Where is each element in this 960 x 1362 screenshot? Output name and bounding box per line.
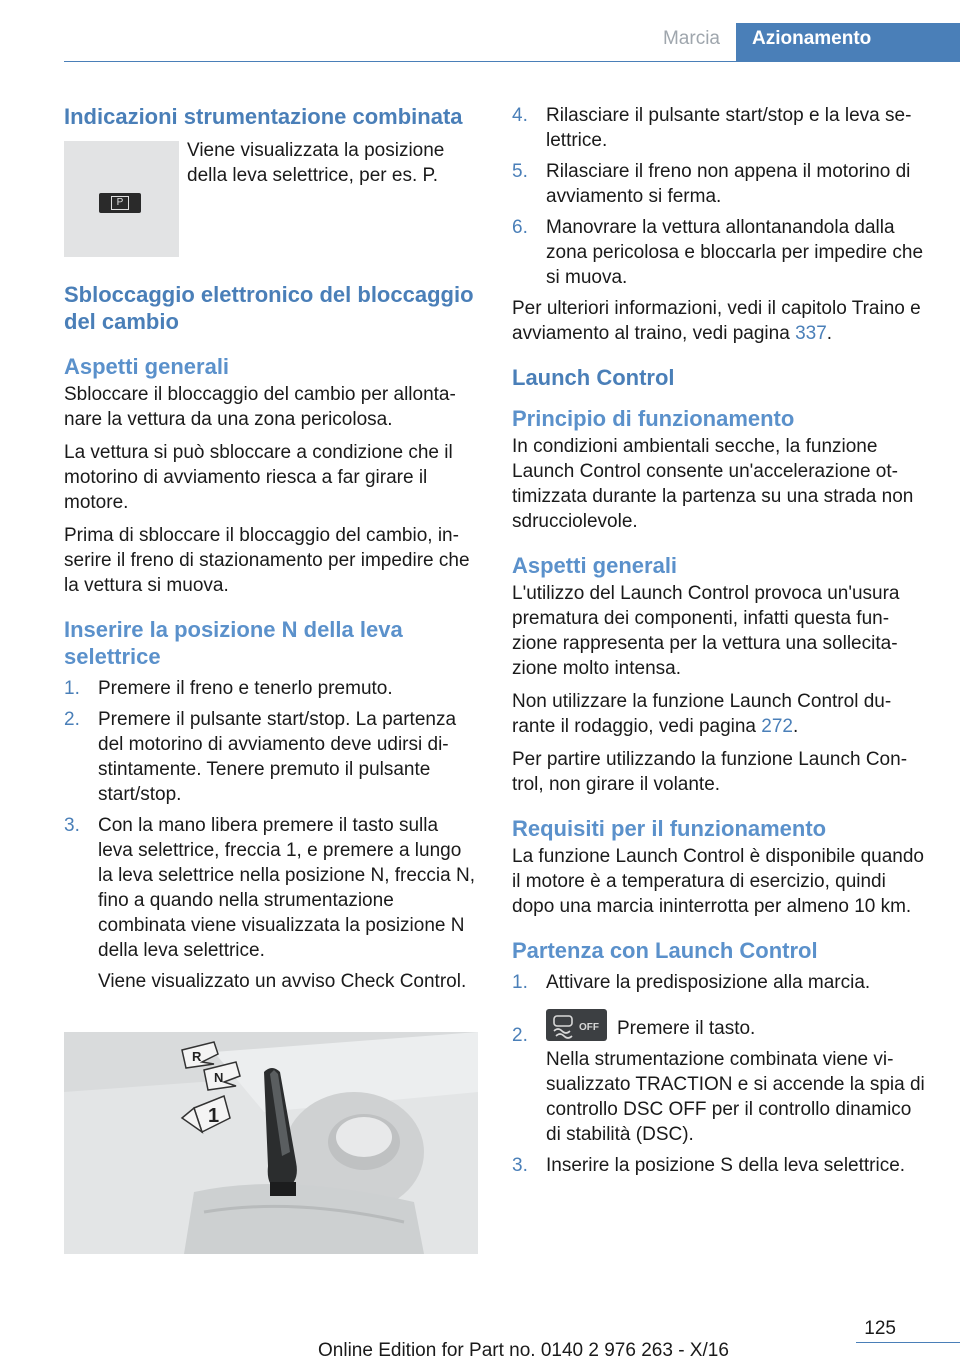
- right-column: [512, 103, 928, 1184]
- principle-heading: Principio di funzionamento: [512, 406, 795, 431]
- left-column: [64, 103, 478, 1127]
- list-item: [512, 103, 928, 153]
- dsc-button-row: [546, 1009, 928, 1041]
- step-number: 1.: [64, 678, 80, 699]
- step-text: Premere il tasto.: [617, 1018, 756, 1039]
- step-number: 2.: [512, 1025, 528, 1046]
- dsc-off-button-icon: [546, 1009, 607, 1041]
- gear-selector-drawing: [64, 1032, 478, 1254]
- list-item: [512, 215, 928, 290]
- list-item: [512, 1009, 928, 1147]
- step-number: 3.: [64, 815, 80, 836]
- lc-general-para-1: L'utilizzo del Launch Control provoca un'usura prematura dei componenti, infatti questa funzione rappresenta per la vettura una sollecitazione molto intensa.: [512, 583, 900, 679]
- requirements-text: La funzione Launch Control è disponibile quando il motore è a temperatura di esercizio, quindi dopo una marcia ininterrotta per almeno 10 km.: [512, 846, 924, 917]
- launch-start-heading: Partenza con Launch Control: [512, 938, 818, 963]
- gear-selector-illustration: [64, 1032, 478, 1254]
- lc-general-para-3: Per partire utilizzando la funzione Launch Control, non girare il volante.: [512, 749, 908, 795]
- cluster-display-image: [64, 141, 179, 257]
- more-info-end: .: [826, 323, 833, 344]
- arrow-1-label: 1: [208, 1105, 220, 1127]
- page-number: 125: [864, 1318, 896, 1339]
- arrow-n-label: N: [214, 1070, 224, 1085]
- step-text: Inserire la posizione S della leva selettrice.: [546, 1155, 906, 1176]
- step-text: Premere il pulsante start/stop. La partenza del motorino di avviamento deve udirsi distintamente. Tenere premuto il pulsante start/stop.: [98, 709, 457, 805]
- list-item: [512, 159, 928, 209]
- electronic-unlock-heading: Sbloccaggio elettronico del bloccaggio del cambio: [64, 282, 474, 334]
- general-para-2: La vettura si può sbloccare a condizione che il motorino di avviamento riesca a far girare il motore.: [64, 442, 453, 513]
- header-section-marcia[interactable]: Marcia: [662, 28, 720, 49]
- list-item: [512, 970, 928, 995]
- general-para-3: Prima di sbloccare il bloccaggio del cambio, inserire il freno di stazionamento per impedire che la vettura si muova.: [64, 525, 470, 596]
- requirements-heading: Requisiti per il funzionamento: [512, 816, 827, 841]
- step-number: 5.: [512, 161, 528, 182]
- header-rule: [64, 61, 960, 62]
- neutral-position-heading: Inserire la posizione N della leva selettrice: [64, 617, 403, 669]
- step-text: Premere il freno e tenerlo premuto.: [98, 678, 393, 699]
- edition-footer: Online Edition for Part no. 0140 2 976 263 - X/16: [318, 1340, 729, 1361]
- principle-text: In condizioni ambientali secche, la funzione Launch Control consente un'accelerazione ottimizzata durante la partenza su una strada non sdrucciolevole.: [512, 436, 914, 532]
- cluster-display-block: [64, 138, 478, 257]
- gear-p-label: P: [111, 196, 129, 210]
- footer-rule: [856, 1342, 960, 1343]
- more-info-paragraph: [512, 296, 928, 346]
- step-text: Rilasciare il pulsante start/stop e la leva selettrice.: [546, 105, 912, 151]
- step-extra-text: Viene visualizzato un avviso Check Control.: [98, 971, 467, 992]
- step-number: 1.: [512, 972, 528, 993]
- lc-general-para-2-end: .: [793, 716, 799, 737]
- step-extra-text: Nella strumentazione combinata viene visualizzato TRACTION e si accende la spia di controllo DSC OFF per il controllo dinamico di stabilità (DSC).: [546, 1049, 925, 1145]
- general-aspects-heading-2: Aspetti generali: [512, 553, 678, 578]
- cluster-display-text: Viene visualizzata la posizione della leva selettrice, per es. P.: [187, 140, 445, 186]
- dsc-off-label: OFF: [579, 1022, 599, 1033]
- gear-p-indicator-icon: [99, 193, 141, 213]
- step-number: 2.: [64, 709, 80, 730]
- general-aspects-heading: Aspetti generali: [64, 354, 230, 379]
- header-section-azionamento[interactable]: Azionamento: [736, 23, 960, 62]
- launch-control-heading: Launch Control: [512, 365, 675, 390]
- general-para-1: Sbloccare il bloccaggio del cambio per allontanare la vettura da una zona pericolosa.: [64, 384, 456, 430]
- step-number: 6.: [512, 217, 528, 238]
- step-text: Rilasciare il freno non appena il motorino di avviamento si ferma.: [546, 161, 911, 207]
- list-item: [64, 676, 478, 701]
- lc-general-para-2-text: Non utilizzare la funzione Launch Control durante il rodaggio, vedi pagina: [512, 691, 892, 737]
- step-text: Manovrare la vettura allontanandola dalla zona pericolosa e bloccarla per impedire che si muova.: [546, 217, 924, 288]
- more-info-text: Per ulteriori informazioni, vedi il capitolo Traino e avviamento al traino, vedi pagina: [512, 298, 921, 344]
- arrow-r-label: R: [192, 1049, 202, 1064]
- page-link-337[interactable]: 337: [795, 323, 827, 344]
- list-item: [512, 1153, 928, 1178]
- skid-car-icon: [546, 1009, 607, 1041]
- step-text: Con la mano libera premere il tasto sulla leva selettrice, freccia 1, e premere a lungo la leva selettrice nella posizione N, freccia N, fino a quando nella strumentazione combinata viene visualizzata la posizione N della leva selettrice.: [98, 815, 476, 961]
- step-number: 3.: [512, 1155, 528, 1176]
- page-link-272[interactable]: 272: [761, 716, 793, 737]
- instrument-cluster-heading: Indicazioni strumentazione combinata: [64, 104, 463, 129]
- step-number: 4.: [512, 105, 528, 126]
- list-item: [64, 813, 478, 994]
- list-item: [64, 707, 478, 807]
- step-text: Attivare la predisposizione alla marcia.: [546, 972, 871, 993]
- lc-general-para-2: [512, 689, 928, 739]
